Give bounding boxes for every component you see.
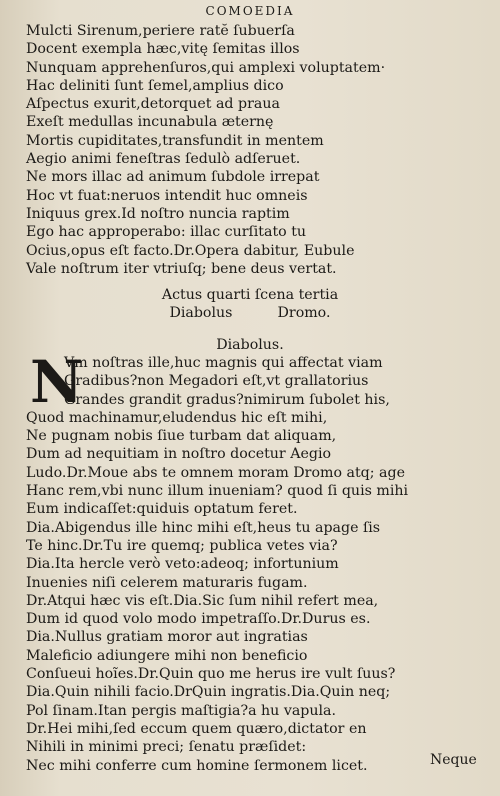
verse-line: Vm noſtras ille,huc magnis qui affectat viam	[64, 355, 383, 371]
verse-line: Exeſt medullas incunabula æternę	[26, 114, 274, 131]
verse-line: Nec mihi conferre cum homine ſermonem licet.	[26, 757, 368, 774]
verse-line: Maleficio adiungere mihi non beneficio	[26, 647, 308, 664]
verse-line: Gradibus?non Megadori eſt,vt grallatorius	[64, 373, 369, 390]
verse-line: Mortis cupiditates,transfundit in mentem	[26, 132, 324, 149]
speaker-name: Diabolus.	[216, 337, 284, 353]
verse-line: Docent exempla hæc,vitę ſemitas illos	[26, 41, 300, 58]
verse-line: Dia.Nullus gratiam moror aut ingratias	[26, 629, 308, 646]
verse-line: Te hinc.Dr.Tu ire quemq; publica vetes via?	[26, 537, 338, 554]
verse-block-top	[26, 22, 486, 278]
catchword: Neque	[430, 752, 477, 768]
scene-title: Actus quarti ſcena tertia	[161, 287, 339, 303]
verse-line: Iniquus grex.Id noſtro nuncia raptim	[26, 205, 290, 222]
verse-line: Dum id quod volo modo impetraſſo.Dr.Durus es.	[26, 611, 371, 628]
verse-line: Dia.Quin nihili facio.DrQuin ingratis.Dia.Quin neq;	[26, 684, 391, 701]
verse-block-bottom	[26, 348, 486, 775]
verse-line: Conſueui hoĩes.Dr.Quin quo me herus ire vult ſuus?	[26, 666, 396, 683]
verse-line: Inuenies niſi celerem maturaris fugam.	[26, 574, 308, 591]
verse-line: Ludo.Dr.Moue abs te omnem moram Dromo atq; age	[26, 464, 405, 481]
verse-line: Ne pugnam nobis ſiue turbam dat aliquam,	[26, 428, 337, 445]
verse-line: Aegio animi feneſtras ſedulò adſeruet.	[26, 151, 301, 168]
verse-line: Dr.Hei mihi,ſed eccum quem quæro,dictator en	[26, 720, 367, 737]
verse-line: Pol ſinam.Itan pergis maſtigia?a hu vapula.	[26, 702, 337, 719]
verse-line: Eum indicaſſet:quiduis optatum feret.	[26, 501, 298, 518]
verse-line: Ocius,opus eſt facto.Dr.Opera dabitur, Eubule	[26, 242, 355, 259]
verse-line: Grandes grandit gradus?nimirum ſubolet his,	[64, 391, 390, 408]
running-header: COMOEDIA	[205, 4, 295, 18]
verse-line: Dum ad nequitiam in noſtro docetur Aegio	[26, 446, 332, 463]
verse-line: Nihili in minimi preci; ſenatu præſidet:	[26, 739, 307, 756]
verse-line: Dr.Atqui hæc vis eſt.Dia.Sic ſum nihil refert mea,	[26, 592, 379, 609]
verse-line: Ego hac approperabo: illac curſitato tu	[26, 224, 307, 241]
verse-line: Dia.Ita hercle verò veto:adeoq; infortunium	[26, 556, 339, 573]
verse-line: Quod machinamur,eludendus hic eſt mihi,	[26, 409, 328, 426]
verse-line: Hac deliniti ſunt ſemel,amplius dico	[26, 77, 284, 94]
verse-line: Vale noſtrum iter vtriuſq; bene deus vertat.	[26, 260, 337, 277]
verse-line: Hoc vt fuat:neruos intendit huc omneis	[26, 187, 308, 204]
verse-line: Hanc rem,vbi nunc illum inueniam? quod ſi quis mihi	[26, 483, 409, 500]
scene-characters: Diabolus Dromo.	[169, 305, 331, 322]
verse-line: Nunquam apprehenſuros,qui amplexi voluptatem·	[26, 59, 386, 76]
drop-capital: N	[30, 348, 84, 416]
verse-line: Mulcti Sirenum,periere ratĕ ſubuerſa	[26, 23, 295, 39]
verse-line: Dia.Abigendus ille hinc mihi eſt,heus tu apage ſis	[26, 519, 381, 536]
scene-heading	[0, 286, 500, 323]
verse-line: Aſpectus exurit,detorquet ad praua	[26, 96, 280, 113]
verse-line: Ne mors illac ad animum ſubdole irrepat	[26, 169, 320, 186]
